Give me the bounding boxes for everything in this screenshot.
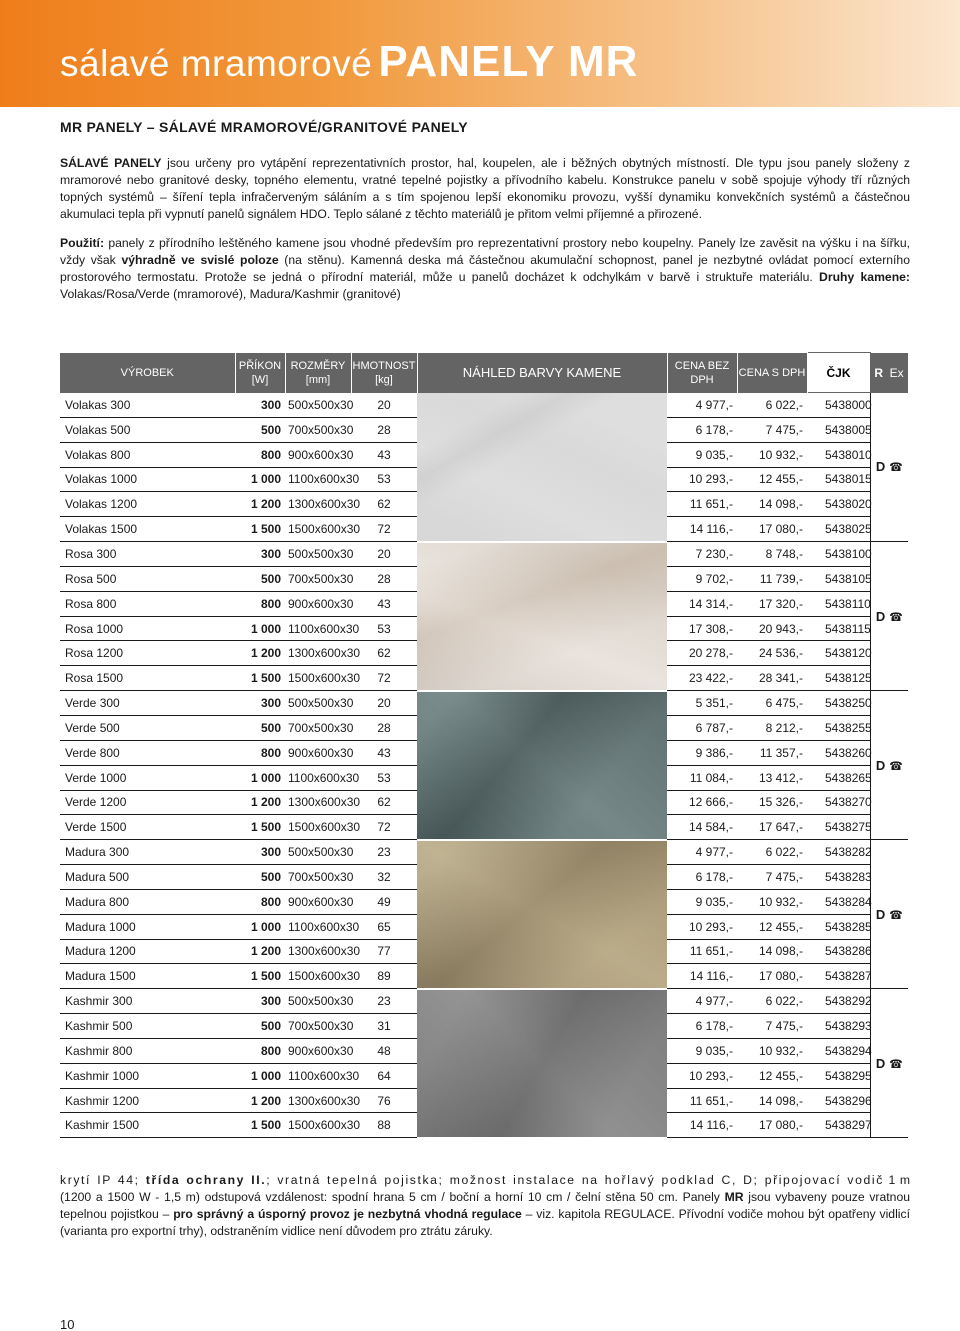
ck-code: 5438293 <box>807 1014 870 1039</box>
weight-value: 72 <box>351 666 417 691</box>
product-name: Madura 800 <box>60 889 235 914</box>
power-value: 1 200 <box>235 1088 285 1113</box>
product-name: Verde 1000 <box>60 765 235 790</box>
price-inc-vat: 12 455,- <box>737 467 807 492</box>
power-value: 500 <box>235 1014 285 1039</box>
size-value: 700x500x30 <box>285 865 351 890</box>
product-name: Kashmir 300 <box>60 989 235 1014</box>
weight-value: 72 <box>351 517 417 542</box>
weight-value: 53 <box>351 616 417 641</box>
product-name: Madura 300 <box>60 840 235 865</box>
ck-code: 5438270 <box>807 790 870 815</box>
price-ex-vat: 9 035,- <box>667 889 737 914</box>
r-value: D <box>875 906 886 922</box>
price-ex-vat: 6 178,- <box>667 865 737 890</box>
size-value: 900x600x30 <box>285 591 351 616</box>
price-ex-vat: 4 977,- <box>667 840 737 865</box>
ck-code: 5438125 <box>807 666 870 691</box>
weight-value: 43 <box>351 591 417 616</box>
phone-icon: ☎ <box>889 460 903 475</box>
power-value: 500 <box>235 865 285 890</box>
product-name: Rosa 1000 <box>60 616 235 641</box>
price-inc-vat: 17 647,- <box>737 815 807 840</box>
r-value: D <box>875 1055 886 1071</box>
price-inc-vat: 12 455,- <box>737 1063 807 1088</box>
weight-value: 48 <box>351 1038 417 1063</box>
price-inc-vat: 17 080,- <box>737 964 807 989</box>
power-value: 1 500 <box>235 517 285 542</box>
power-value: 1 200 <box>235 641 285 666</box>
power-value: 1 200 <box>235 790 285 815</box>
intro-text: jsou určeny pro vytápění reprezentativních prostor, hal, koupelen, ale i běžných obytných místností. Dle typu jsou panely složeny z mramorové nebo granitové desky, topného elementu, vratné tepelné pojistky a přívodního kabelu. Konstrukce panelu v sobě spojuje výhody tří různých topných systémů – šíření tepla infračerveným sáláním a s tím spojenou lepší ekonomiku provozu, vyšší dynamiku konvekčních systémů a částečnou akumulaci tepla při vypnutí panelů signálem HDO. Teplo sálané z těchto materiálů je přitom velmi příjemné a přirozené. <box>60 156 910 221</box>
power-value: 300 <box>235 989 285 1014</box>
ck-code: 5438296 <box>807 1088 870 1113</box>
r-ex-cell <box>870 542 908 691</box>
size-value: 1300x600x30 <box>285 790 351 815</box>
size-value: 1500x600x30 <box>285 964 351 989</box>
weight-value: 53 <box>351 467 417 492</box>
footer-text-3: – viz. kapitola REGULACE. Přívodní vodiče mohou být opatřeny vidlicí (varianta pro exportní trhy), odstraněním vidlice není důvodem pro ztrátu záruky. <box>60 1207 910 1238</box>
power-value: 800 <box>235 889 285 914</box>
stone-types-text: Volakas/Rosa/Verde (mramorové), Madura/Kashmir (granitové) <box>60 287 401 301</box>
weight-value: 20 <box>351 691 417 716</box>
footer-note <box>60 1172 910 1240</box>
page-header-banner <box>0 0 960 107</box>
size-value: 700x500x30 <box>285 417 351 442</box>
price-inc-vat: 6 022,- <box>737 840 807 865</box>
power-value: 300 <box>235 691 285 716</box>
power-value: 500 <box>235 715 285 740</box>
size-value: 1100x600x30 <box>285 616 351 641</box>
price-ex-vat: 6 178,- <box>667 1014 737 1039</box>
power-value: 300 <box>235 542 285 567</box>
ck-code: 5438260 <box>807 740 870 765</box>
power-value: 1 000 <box>235 616 285 641</box>
weight-value: 23 <box>351 989 417 1014</box>
product-name: Madura 500 <box>60 865 235 890</box>
ck-code: 5438255 <box>807 715 870 740</box>
ck-code: 5438025 <box>807 517 870 542</box>
size-value: 900x600x30 <box>285 1038 351 1063</box>
header-r-ex: R Ex <box>870 353 908 393</box>
price-ex-vat: 11 651,- <box>667 492 737 517</box>
product-name: Kashmir 1200 <box>60 1088 235 1113</box>
product-name: Volakas 300 <box>60 393 235 418</box>
size-value: 1300x600x30 <box>285 492 351 517</box>
size-value: 500x500x30 <box>285 840 351 865</box>
weight-value: 62 <box>351 492 417 517</box>
price-ex-vat: 9 702,- <box>667 566 737 591</box>
r-ex-cell <box>870 840 908 989</box>
power-value: 1 500 <box>235 815 285 840</box>
stone-preview-madura <box>417 840 667 989</box>
product-name: Rosa 800 <box>60 591 235 616</box>
price-ex-vat: 14 314,- <box>667 591 737 616</box>
size-value: 900x600x30 <box>285 889 351 914</box>
product-name: Volakas 500 <box>60 417 235 442</box>
ck-code: 5438020 <box>807 492 870 517</box>
intro-paragraph <box>60 155 910 223</box>
price-inc-vat: 17 080,- <box>737 517 807 542</box>
footer-spaced-1: krytí IP 44; <box>60 1173 146 1187</box>
power-value: 800 <box>235 1038 285 1063</box>
size-value: 1300x600x30 <box>285 1088 351 1113</box>
power-value: 1 000 <box>235 914 285 939</box>
price-inc-vat: 17 080,- <box>737 1113 807 1138</box>
section-title: MR PANELY – SÁLAVÉ MRAMOROVÉ/GRANITOVÉ PANELY <box>60 119 468 135</box>
price-inc-vat: 15 326,- <box>737 790 807 815</box>
phone-icon: ☎ <box>889 1056 903 1071</box>
weight-value: 43 <box>351 442 417 467</box>
price-ex-vat: 14 116,- <box>667 517 737 542</box>
ck-code: 5438105 <box>807 566 870 591</box>
price-ex-vat: 9 035,- <box>667 442 737 467</box>
product-name: Kashmir 500 <box>60 1014 235 1039</box>
product-name: Volakas 1200 <box>60 492 235 517</box>
price-inc-vat: 24 536,- <box>737 641 807 666</box>
usage-text-2: (na stěnu). Kamenná deska má částečnou akumulační schopnost, panel je nezbytné ovládat pomocí externího prostorového termostatu. Protože se jedná o přírodní materiál, může u panelů docházet k odchylkám v barvě i struktuře materiálu. <box>60 253 910 284</box>
weight-value: 88 <box>351 1113 417 1138</box>
size-value: 500x500x30 <box>285 542 351 567</box>
weight-value: 43 <box>351 740 417 765</box>
ck-code: 5438285 <box>807 914 870 939</box>
phone-icon: ☎ <box>889 907 903 922</box>
price-ex-vat: 10 293,- <box>667 1063 737 1088</box>
ck-code: 5438284 <box>807 889 870 914</box>
price-inc-vat: 10 932,- <box>737 1038 807 1063</box>
power-value: 1 200 <box>235 939 285 964</box>
power-value: 1 000 <box>235 467 285 492</box>
product-name: Kashmir 800 <box>60 1038 235 1063</box>
weight-value: 28 <box>351 417 417 442</box>
weight-value: 64 <box>351 1063 417 1088</box>
weight-value: 31 <box>351 1014 417 1039</box>
table-row <box>60 989 908 1014</box>
price-inc-vat: 20 943,- <box>737 616 807 641</box>
ck-code: 5438292 <box>807 989 870 1014</box>
price-ex-vat: 17 308,- <box>667 616 737 641</box>
ck-code: 5438100 <box>807 542 870 567</box>
ck-code: 5438295 <box>807 1063 870 1088</box>
weight-value: 65 <box>351 914 417 939</box>
stone-preview-rosa <box>417 542 667 691</box>
header-price-inc-vat: CENA S DPH <box>737 353 807 393</box>
phone-icon: ☎ <box>889 758 903 773</box>
size-value: 700x500x30 <box>285 715 351 740</box>
ck-code: 5438015 <box>807 467 870 492</box>
power-value: 1 500 <box>235 1113 285 1138</box>
weight-value: 62 <box>351 641 417 666</box>
footer-mr: MR <box>724 1190 744 1204</box>
weight-value: 89 <box>351 964 417 989</box>
ck-code: 5438010 <box>807 442 870 467</box>
size-value: 900x600x30 <box>285 740 351 765</box>
weight-value: 76 <box>351 1088 417 1113</box>
usage-paragraph <box>60 235 910 303</box>
size-value: 1500x600x30 <box>285 517 351 542</box>
size-value: 1100x600x30 <box>285 765 351 790</box>
stone-preview-kashmir <box>417 989 667 1138</box>
size-value: 1100x600x30 <box>285 914 351 939</box>
price-ex-vat: 10 293,- <box>667 914 737 939</box>
product-name: Volakas 1500 <box>60 517 235 542</box>
product-name: Verde 1200 <box>60 790 235 815</box>
price-inc-vat: 7 475,- <box>737 865 807 890</box>
price-inc-vat: 8 212,- <box>737 715 807 740</box>
price-inc-vat: 6 022,- <box>737 393 807 418</box>
power-value: 500 <box>235 417 285 442</box>
weight-value: 62 <box>351 790 417 815</box>
footer-text-1: 1 m (1200 a 1500 W - 1,5 m) odstupová vzdálenost: spodní hrana 5 cm / boční a horní 10 cm / čelní stěna 50 cm. Panely <box>60 1173 911 1204</box>
power-value: 1 200 <box>235 492 285 517</box>
usage-label: Použití: <box>60 236 105 250</box>
ck-code: 5438283 <box>807 865 870 890</box>
power-value: 1 000 <box>235 765 285 790</box>
product-name: Madura 1000 <box>60 914 235 939</box>
price-inc-vat: 13 412,- <box>737 765 807 790</box>
price-inc-vat: 12 455,- <box>737 914 807 939</box>
header-weight: HMOTNOST [kg] <box>351 353 417 393</box>
table-row <box>60 691 908 716</box>
r-ex-cell <box>870 393 908 542</box>
price-ex-vat: 14 116,- <box>667 964 737 989</box>
power-value: 800 <box>235 442 285 467</box>
power-value: 300 <box>235 840 285 865</box>
price-ex-vat: 7 230,- <box>667 542 737 567</box>
price-ex-vat: 4 977,- <box>667 393 737 418</box>
phone-icon: ☎ <box>889 609 903 624</box>
header-power: PŘÍKON [W] <box>235 353 285 393</box>
price-inc-vat: 28 341,- <box>737 666 807 691</box>
product-name: Verde 800 <box>60 740 235 765</box>
weight-value: 72 <box>351 815 417 840</box>
price-ex-vat: 9 386,- <box>667 740 737 765</box>
weight-value: 32 <box>351 865 417 890</box>
price-ex-vat: 6 787,- <box>667 715 737 740</box>
size-value: 1500x600x30 <box>285 1113 351 1138</box>
header-size: ROZMĚRY [mm] <box>285 353 351 393</box>
product-name: Madura 1200 <box>60 939 235 964</box>
weight-value: 53 <box>351 765 417 790</box>
usage-emphasis: výhradně ve svislé poloze <box>121 253 279 267</box>
stone-preview-verde <box>417 691 667 840</box>
price-inc-vat: 17 320,- <box>737 591 807 616</box>
weight-value: 20 <box>351 393 417 418</box>
size-value: 900x600x30 <box>285 442 351 467</box>
stone-types-label: Druhy kamene: <box>819 270 910 284</box>
size-value: 1300x600x30 <box>285 939 351 964</box>
size-value: 500x500x30 <box>285 691 351 716</box>
ck-code: 5438110 <box>807 591 870 616</box>
stone-preview-volakas <box>417 393 667 542</box>
footer-emphasis: pro správný a úsporný provoz je nezbytná vhodná regulace <box>173 1207 522 1221</box>
power-value: 800 <box>235 740 285 765</box>
page-title <box>60 37 639 86</box>
ck-code: 5438000 <box>807 393 870 418</box>
protection-class: třída ochrany II. <box>145 1173 267 1187</box>
price-inc-vat: 14 098,- <box>737 492 807 517</box>
product-name: Volakas 1000 <box>60 467 235 492</box>
price-inc-vat: 11 357,- <box>737 740 807 765</box>
price-inc-vat: 10 932,- <box>737 889 807 914</box>
product-name: Verde 1500 <box>60 815 235 840</box>
r-ex-cell <box>870 691 908 840</box>
price-inc-vat: 8 748,- <box>737 542 807 567</box>
power-value: 1 500 <box>235 666 285 691</box>
ck-code: 5438115 <box>807 616 870 641</box>
table-row <box>60 393 908 418</box>
ck-code: 5438282 <box>807 840 870 865</box>
table-row <box>60 840 908 865</box>
size-value: 500x500x30 <box>285 393 351 418</box>
price-ex-vat: 11 651,- <box>667 939 737 964</box>
price-inc-vat: 7 475,- <box>737 1014 807 1039</box>
power-value: 1 500 <box>235 964 285 989</box>
price-inc-vat: 7 475,- <box>737 417 807 442</box>
product-name: Kashmir 1500 <box>60 1113 235 1138</box>
price-inc-vat: 14 098,- <box>737 939 807 964</box>
price-inc-vat: 10 932,- <box>737 442 807 467</box>
price-inc-vat: 6 022,- <box>737 989 807 1014</box>
size-value: 1100x600x30 <box>285 1063 351 1088</box>
price-ex-vat: 14 584,- <box>667 815 737 840</box>
ck-code: 5438287 <box>807 964 870 989</box>
size-value: 1100x600x30 <box>285 467 351 492</box>
price-table <box>60 352 909 1139</box>
r-value: D <box>875 608 886 624</box>
price-ex-vat: 10 293,- <box>667 467 737 492</box>
product-name: Rosa 1500 <box>60 666 235 691</box>
ck-code: 5438265 <box>807 765 870 790</box>
intro-lead: SÁLAVÉ PANELY <box>60 156 162 170</box>
header-product: VÝROBEK <box>60 353 235 393</box>
header-ck: ČJK <box>807 353 870 393</box>
page-title-light: sálavé mramorové <box>60 43 373 84</box>
product-name: Madura 1500 <box>60 964 235 989</box>
r-value: D <box>875 459 886 475</box>
page-number: 10 <box>60 1317 75 1331</box>
power-value: 1 000 <box>235 1063 285 1088</box>
weight-value: 28 <box>351 715 417 740</box>
price-ex-vat: 12 666,- <box>667 790 737 815</box>
price-ex-vat: 11 084,- <box>667 765 737 790</box>
ck-code: 5438275 <box>807 815 870 840</box>
product-name: Rosa 1200 <box>60 641 235 666</box>
price-ex-vat: 9 035,- <box>667 1038 737 1063</box>
r-value: D <box>875 757 886 773</box>
size-value: 1500x600x30 <box>285 666 351 691</box>
product-name: Kashmir 1000 <box>60 1063 235 1088</box>
ck-code: 5438297 <box>807 1113 870 1138</box>
page-title-bold: PANELY MR <box>378 37 639 86</box>
table-header-row <box>60 353 908 393</box>
usage-text-1: panely z přírodního leštěného kamene jsou vhodné především pro reprezentativní prostory nebo koupelny. Panely lze zavěsit na výšku i na šířku, vždy však <box>60 236 910 267</box>
header-price-ex-vat: CENA BEZ DPH <box>667 353 737 393</box>
price-ex-vat: 20 278,- <box>667 641 737 666</box>
size-value: 1500x600x30 <box>285 815 351 840</box>
product-name: Rosa 300 <box>60 542 235 567</box>
size-value: 500x500x30 <box>285 989 351 1014</box>
ck-code: 5438005 <box>807 417 870 442</box>
ck-code: 5438286 <box>807 939 870 964</box>
weight-value: 49 <box>351 889 417 914</box>
power-value: 300 <box>235 393 285 418</box>
ck-code: 5438250 <box>807 691 870 716</box>
product-name: Verde 300 <box>60 691 235 716</box>
price-ex-vat: 14 116,- <box>667 1113 737 1138</box>
price-ex-vat: 23 422,- <box>667 666 737 691</box>
price-inc-vat: 11 739,- <box>737 566 807 591</box>
power-value: 800 <box>235 591 285 616</box>
ck-code: 5438294 <box>807 1038 870 1063</box>
size-value: 1300x600x30 <box>285 641 351 666</box>
size-value: 700x500x30 <box>285 1014 351 1039</box>
price-inc-vat: 6 475,- <box>737 691 807 716</box>
footer-text-2: jsou vybaveny pouze vratnou tepelnou pojistkou – <box>60 1190 910 1221</box>
price-ex-vat: 4 977,- <box>667 989 737 1014</box>
ck-code: 5438120 <box>807 641 870 666</box>
weight-value: 77 <box>351 939 417 964</box>
product-name: Verde 500 <box>60 715 235 740</box>
weight-value: 23 <box>351 840 417 865</box>
r-ex-cell <box>870 989 908 1138</box>
price-inc-vat: 14 098,- <box>737 1088 807 1113</box>
power-value: 500 <box>235 566 285 591</box>
price-ex-vat: 11 651,- <box>667 1088 737 1113</box>
product-name: Volakas 800 <box>60 442 235 467</box>
header-stone-preview: NÁHLED BARVY KAMENE <box>417 353 667 393</box>
price-ex-vat: 6 178,- <box>667 417 737 442</box>
product-name: Rosa 500 <box>60 566 235 591</box>
price-ex-vat: 5 351,- <box>667 691 737 716</box>
footer-spaced-2: ; vratná tepelná pojistka; možnost instalace na hořlavý podklad C, D; připojovací vodič <box>266 1173 884 1187</box>
weight-value: 28 <box>351 566 417 591</box>
weight-value: 20 <box>351 542 417 567</box>
table-row <box>60 542 908 567</box>
size-value: 700x500x30 <box>285 566 351 591</box>
